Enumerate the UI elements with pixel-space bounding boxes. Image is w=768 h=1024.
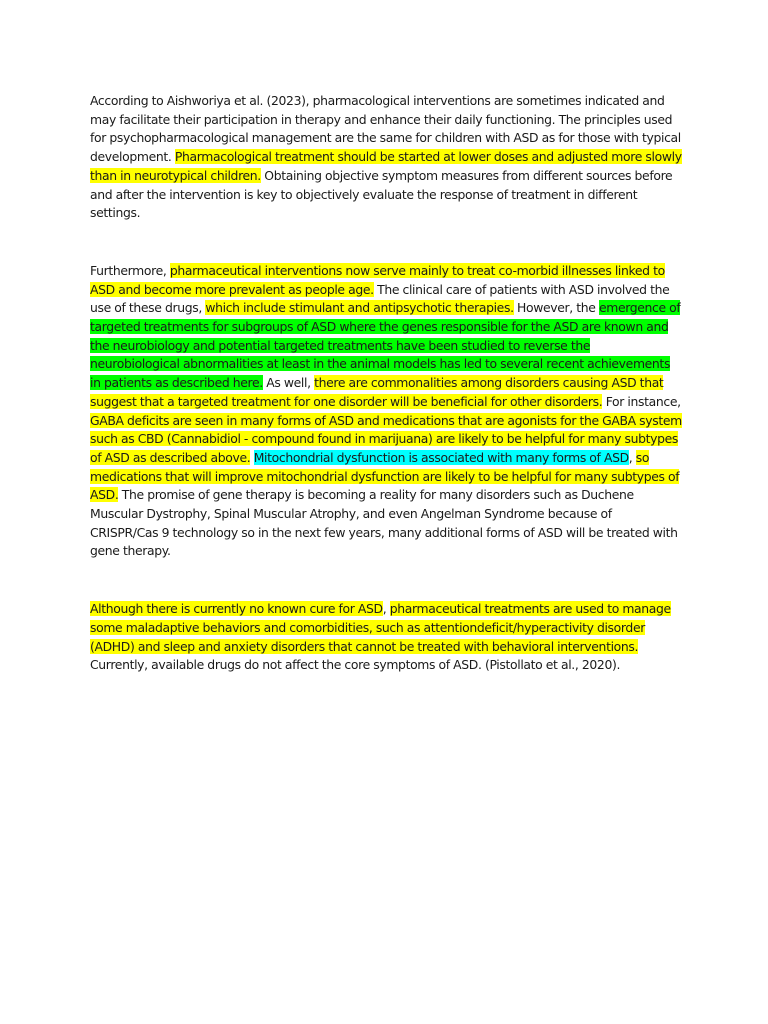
highlighted-text: GABA deficits are seen in many forms of ASD and medications that are agonists for the GABA system such as CBD (Cannabidiol - compound found in marijuana) are likely to be helpful for many subtypes of ASD as described above. (90, 412, 682, 465)
text-run: As well, (262, 375, 315, 391)
text-run: , (382, 601, 390, 617)
highlighted-text: Pharmacological treatment should be started at lower doses and adjusted more slowly than in neurotypical children. (90, 149, 682, 183)
highlighted-text: pharmaceutical interventions now serve mainly to treat co-morbid illnesses linked to ASD and become more prevalent as people age. (90, 262, 665, 297)
paragraph-3 (90, 600, 682, 675)
paragraph-1 (90, 92, 682, 223)
document-body (90, 92, 682, 714)
text-run: , (628, 449, 636, 465)
text-run: Furthermore, (90, 262, 170, 278)
text-run: For instance, (602, 393, 681, 409)
text-run: Obtaining objective symptom measures from different sources before and after the intervention is key to objectively evaluate the response of treatment in different settings. (90, 167, 673, 221)
highlighted-text: there are commonalities among disorders causing ASD that suggest that a targeted treatment for one disorder will be beneficial for other disorders. (90, 375, 664, 409)
text-run: Currently, available drugs do not affect the core symptoms of ASD. (Pistollato et al., 2020). (90, 657, 621, 673)
text-run: The clinical care of patients with ASD involved the use of these drugs, (90, 281, 670, 316)
highlighted-text: which include stimulant and antipsychotic therapies. (205, 300, 514, 316)
highlighted-text: Although there is currently no known cure for ASD (90, 601, 383, 617)
highlighted-text: Mitochondrial dysfunction is associated with many forms of ASD (253, 449, 629, 465)
text-run: The promise of gene therapy is becoming a reality for many disorders such as Duchene Muscular Dystrophy, Spinal Muscular Atrophy, and even Angelman Syndrome because of CRISPR/Cas 9 technology so in the next few years, many additional forms of ASD will be treated with gene therapy. (90, 487, 678, 559)
highlighted-text: so medications that will improve mitochondrial dysfunction are likely to be helpful for many subtypes of ASD. (90, 449, 680, 503)
text-run: According to Aishworiya et al. (2023), pharmacological interventions are sometimes indicated and may facilitate their participation in therapy and enhance their daily functioning. The principles used for psychopharmacological management are the same for children with ASD as for those with typical development. (90, 93, 681, 165)
paragraph-2 (90, 262, 682, 561)
highlighted-text: pharmaceutical treatments are used to manage some maladaptive behaviors and comorbidities, such as attentiondeficit/hyperactivity disorder (ADHD) and sleep and anxiety disorders that cannot be treated with behavioral interventions. (90, 601, 671, 654)
text-run: However, the (513, 300, 599, 316)
highlighted-text: emergence of targeted treatments for subgroups of ASD where the genes responsible for the ASD are known and the neurobiology and potential targeted treatments have been studied to reverse the neurobiological abnormalities at least in the animal models has led to several recent achievements in patients as described here. (90, 300, 681, 391)
